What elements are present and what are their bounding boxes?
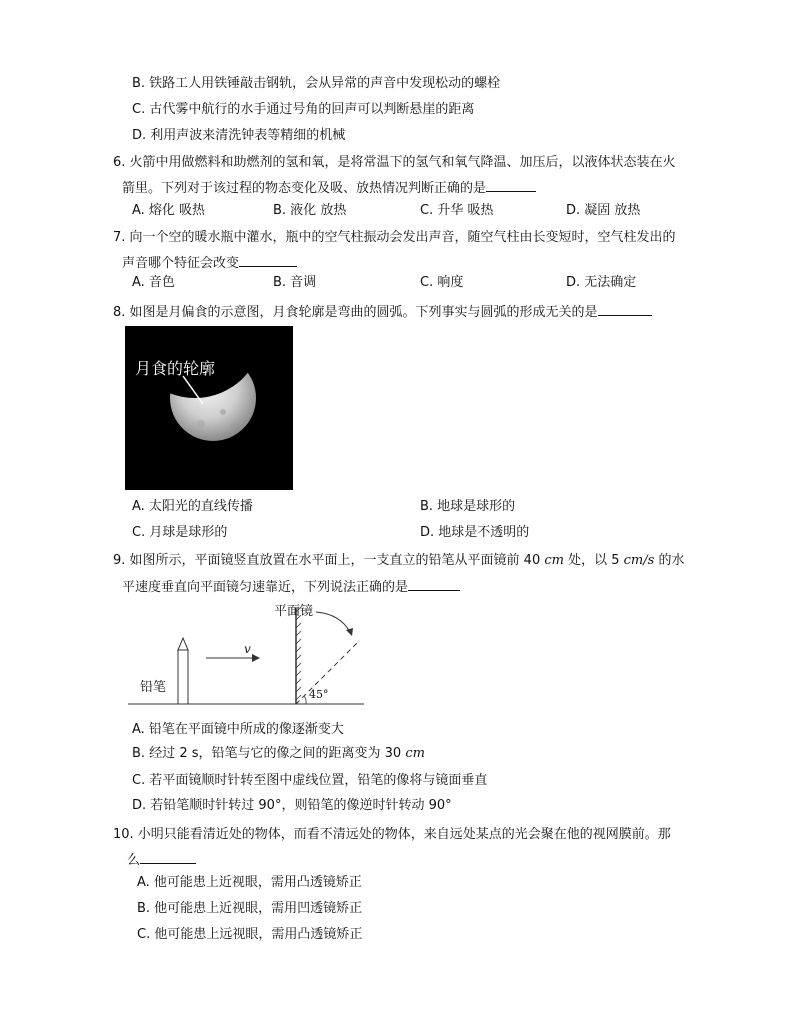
q8-option-c: C. 月球是球形的 bbox=[132, 525, 228, 540]
q7-option-a: A. 音色 bbox=[132, 275, 175, 290]
q8-stem-line1: 8. 如图是月偏食的示意图，月食轮廓是弯曲的圆弧。下列事实与圆弧的形成无关的是 bbox=[113, 302, 652, 322]
q8-option-b: B. 地球是球形的 bbox=[420, 499, 516, 514]
q9-option-d: D. 若铅笔顺时针转过 90°，则铅笔的像逆时针转动 90° bbox=[132, 798, 452, 813]
q10-option-c: C. 他可能患上远视眼，需用凸透镜矫正 bbox=[137, 927, 363, 942]
q10-stem-line1: 10. 小明只能看清近处的物体，而看不清远处的物体，来自远处某点的光会聚在他的视网膜前。那 bbox=[113, 827, 671, 842]
mirror-label: 平面镜 bbox=[274, 604, 314, 619]
figure-label: 月食的轮廓 bbox=[135, 359, 216, 378]
q6-stem-line2: 箭里。下列对于该过程的物态变化及吸、放热情况判断正确的是 bbox=[122, 178, 536, 198]
q7-stem-line2: 声音哪个特征会改变 bbox=[122, 253, 297, 273]
answer-blank bbox=[486, 178, 536, 192]
q9-option-a: A. 铅笔在平面镜中所成的像逐渐变大 bbox=[132, 722, 344, 737]
partial-lunar-eclipse-figure bbox=[125, 326, 293, 490]
q10-option-b: B. 他可能患上近视眼，需用凹透镜矫正 bbox=[137, 901, 363, 916]
q8-option-a: A. 太阳光的直线传播 bbox=[132, 499, 253, 514]
q8-option-d: D. 地球是不透明的 bbox=[420, 525, 530, 540]
q7-option-b: B. 音调 bbox=[273, 275, 317, 290]
plane-mirror-figure bbox=[128, 598, 368, 710]
answer-blank bbox=[239, 253, 297, 267]
q6-option-a: A. 熔化 吸热 bbox=[132, 203, 206, 218]
angle-arc bbox=[304, 696, 306, 704]
q6-stem-line1: 6. 火箭中用做燃料和助燃剂的氢和氧，是将常温下的氢气和氧气降温、加压后，以液体状态装在火 bbox=[113, 155, 676, 170]
pencil-tip bbox=[178, 638, 188, 650]
rotation-arrow bbox=[316, 612, 350, 632]
q9-option-b: B. 经过 2 s，铅笔与它的像之间的距离变为 30 cm bbox=[132, 746, 425, 761]
q5-option-b: B. 铁路工人用铁锤敲击钢轨，会从异常的声音中发现松动的螺栓 bbox=[132, 76, 501, 91]
q6-option-b: B. 液化 放热 bbox=[273, 203, 347, 218]
q6-option-d: D. 凝固 放热 bbox=[566, 203, 641, 218]
q5-option-d: D. 利用声波来清洗钟表等精细的机械 bbox=[132, 128, 346, 143]
q7-stem-line1: 7. 向一个空的暖水瓶中灌水，瓶中的空气柱振动会发出声音，随空气柱由长变短时，空气柱发出的 bbox=[113, 230, 676, 245]
q7-option-d: D. 无法确定 bbox=[566, 275, 637, 290]
q10-option-a: A. 他可能患上近视眼，需用凸透镜矫正 bbox=[137, 875, 362, 890]
pencil-body bbox=[178, 650, 188, 704]
q7-option-c: C. 响度 bbox=[420, 275, 464, 290]
moon-image bbox=[125, 326, 293, 490]
q9-option-c: C. 若平面镜顺时针转至图中虚线位置，铅笔的像将与镜面垂直 bbox=[132, 773, 488, 788]
q9-stem-line2: 平速度垂直向平面镜匀速靠近，下列说法正确的是 bbox=[122, 577, 460, 597]
angle-label: 45° bbox=[309, 688, 329, 701]
pencil-label: 铅笔 bbox=[140, 680, 167, 695]
answer-blank bbox=[140, 850, 196, 864]
velocity-label: v bbox=[244, 642, 251, 656]
q9-stem-line1: 9. 如图所示，平面镜竖直放置在水平面上，一支直立的铅笔从平面镜前 40 cm 处，以 5 cm/s 的水 bbox=[113, 553, 685, 568]
answer-blank bbox=[408, 577, 460, 591]
q10-stem-line2: 么 bbox=[127, 850, 196, 870]
q6-option-c: C. 升华 吸热 bbox=[420, 203, 494, 218]
answer-blank bbox=[598, 302, 652, 316]
q5-option-c: C. 古代雾中航行的水手通过号角的回声可以判断悬崖的距离 bbox=[132, 102, 475, 117]
